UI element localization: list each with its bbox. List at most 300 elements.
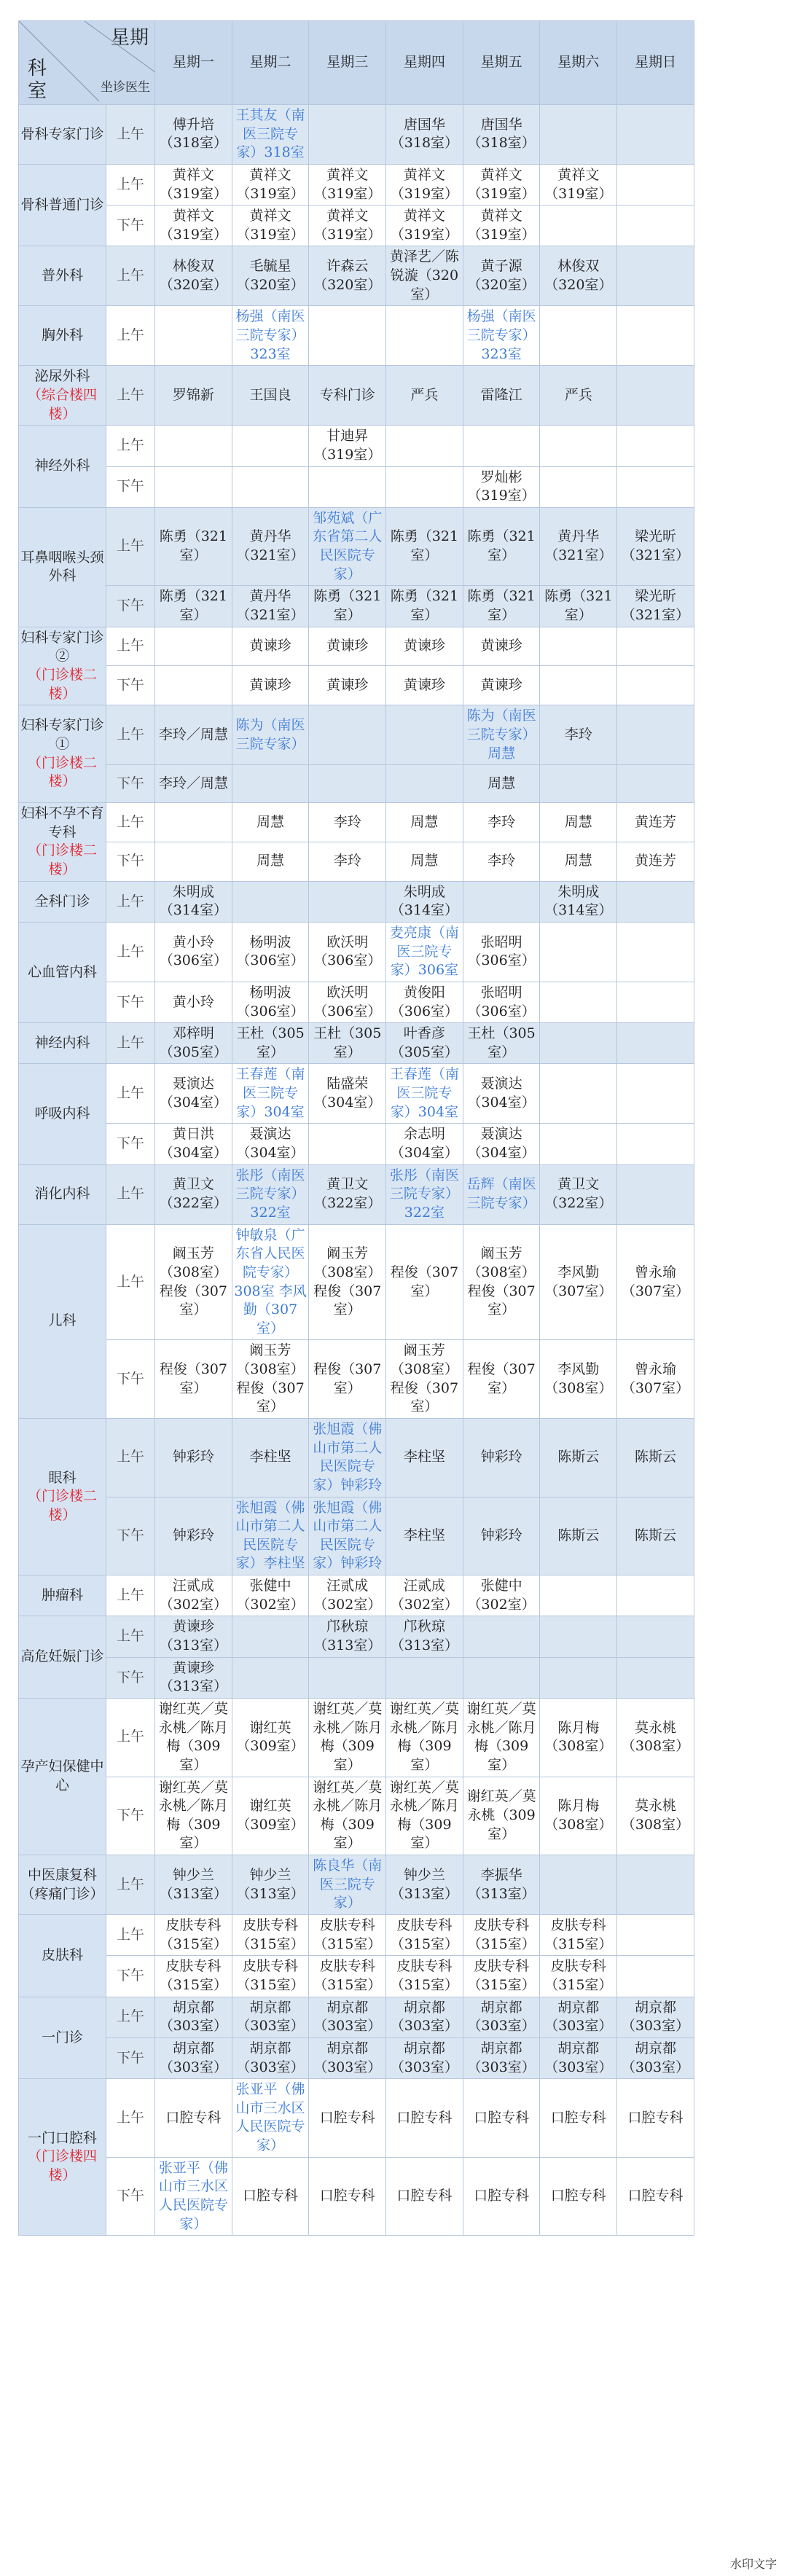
session-label: 上午 (106, 1915, 155, 1956)
department-name: 儿科 (48, 1312, 77, 1329)
schedule-cell (540, 105, 617, 165)
session-label: 上午 (106, 1997, 155, 2037)
schedule-cell (617, 1064, 694, 1124)
department-name-cell (19, 2079, 106, 2236)
schedule-cell: 张旭霞（佛山市第二人民医院专家）钟彩玲 (309, 1497, 386, 1575)
department-name-cell (19, 164, 106, 246)
department-name: 肿瘤科 (41, 1586, 83, 1603)
table-row (19, 765, 694, 803)
schedule-cell: 雷隆江 (463, 366, 540, 426)
schedule-cell (386, 426, 463, 466)
schedule-cell: 皮肤专科（315室） (309, 1915, 386, 1956)
schedule-cell: 谢红英（309室） (232, 1777, 309, 1855)
schedule-cell (540, 1124, 617, 1164)
session-label: 上午 (106, 1224, 155, 1340)
schedule-cell: 邹苑斌（广东省第二人民医院专家） (309, 507, 386, 586)
schedule-cell: 皮肤专科（315室） (540, 1915, 617, 1956)
schedule-cell: 王杜（305室） (463, 1023, 540, 1064)
schedule-cell: 程俊（307室） (463, 1340, 540, 1419)
schedule-cell: 周慧 (232, 842, 309, 881)
schedule-cell: 谢红英／莫永桃／陈月梅（309室） (386, 1698, 463, 1777)
schedule-cell (540, 666, 617, 705)
schedule-cell: 许森云（320室） (309, 246, 386, 306)
department-name-cell (19, 1915, 106, 1997)
session-label: 上午 (106, 1023, 155, 1064)
department-name-cell (19, 1698, 106, 1855)
schedule-cell: 黄祥文（319室） (386, 205, 463, 246)
department-name: 妇科专家门诊② (20, 629, 104, 665)
schedule-cell: 莫永桃（308室） (617, 1777, 694, 1855)
schedule-cell: 钟彩玲 (155, 1419, 232, 1498)
department-name-cell (19, 1224, 106, 1418)
day-header-wed: 星期三 (309, 21, 386, 105)
schedule-cell: 王春莲（南医三院专家）304室 (386, 1064, 463, 1124)
table-row (19, 666, 694, 705)
schedule-cell: 余志明（304室） (386, 1124, 463, 1164)
table-row (19, 507, 694, 586)
schedule-cell: 阚玉芳（308室）程俊（307室） (386, 1340, 463, 1419)
schedule-cell: 甘迪昇（319室） (309, 426, 386, 466)
table-row (19, 1164, 694, 1224)
schedule-cell (617, 627, 694, 666)
department-name: 耳鼻咽喉头颈外科 (20, 549, 104, 584)
schedule-cell: 张彤（南医三院专家）322室 (232, 1164, 309, 1224)
table-row (19, 1657, 694, 1698)
schedule-cell: 程俊（307室） (386, 1224, 463, 1340)
schedule-cell (155, 306, 232, 366)
session-label: 上午 (106, 105, 155, 165)
department-location: （门诊楼四楼） (27, 2148, 97, 2184)
session-label: 上午 (106, 803, 155, 842)
department-name-cell (19, 1997, 106, 2079)
schedule-cell (617, 922, 694, 982)
schedule-cell: 皮肤专科（315室） (309, 1956, 386, 1997)
department-name-cell (19, 1064, 106, 1164)
schedule-cell: 朱明成（314室） (540, 881, 617, 922)
schedule-cell (463, 1657, 540, 1698)
schedule-cell: 程俊（307室） (309, 1340, 386, 1419)
schedule-cell: 胡京都（303室） (463, 1997, 540, 2037)
schedule-cell (540, 1064, 617, 1124)
schedule-cell (232, 426, 309, 466)
schedule-cell: 李振华（313室） (463, 1855, 540, 1915)
session-label: 上午 (106, 1616, 155, 1657)
table-row (19, 246, 694, 306)
table-row (19, 105, 694, 165)
session-label: 上午 (106, 246, 155, 306)
schedule-cell: 陈为（南医三院专家） (232, 705, 309, 765)
schedule-cell (617, 881, 694, 922)
schedule-cell: 聂演达（304室） (463, 1064, 540, 1124)
session-label: 下午 (106, 1777, 155, 1855)
schedule-cell: 皮肤专科（315室） (463, 1956, 540, 1997)
day-header-fri: 星期五 (463, 21, 540, 105)
department-name: 骨科专家门诊 (20, 125, 104, 142)
session-label: 上午 (106, 627, 155, 666)
schedule-cell: 莫永桃（308室） (617, 1698, 694, 1777)
schedule-cell: 黄小玲 (155, 982, 232, 1022)
schedule-cell: 汪贰成（302室） (309, 1575, 386, 1616)
schedule-cell: 陈勇（321室） (309, 586, 386, 627)
schedule-cell (617, 705, 694, 765)
schedule-cell: 谢红英／莫永桃／陈月梅（309室） (309, 1698, 386, 1777)
schedule-cell: 王其友（南医三院专家）318室 (232, 105, 309, 165)
session-label: 下午 (106, 982, 155, 1022)
session-label: 下午 (106, 842, 155, 881)
schedule-cell: 李玲 (463, 803, 540, 842)
schedule-cell: 黄丹华（321室） (540, 507, 617, 586)
schedule-cell (540, 765, 617, 803)
schedule-cell: 陈勇（321室） (155, 586, 232, 627)
session-label: 下午 (106, 2037, 155, 2078)
session-label: 上午 (106, 366, 155, 426)
schedule-cell: 黄谏珍 (463, 627, 540, 666)
header-corner (19, 21, 155, 105)
schedule-cell: 黄连芳 (617, 842, 694, 881)
session-label: 下午 (106, 1497, 155, 1575)
schedule-cell: 谢红英／莫永桃／陈月梅（309室） (155, 1777, 232, 1855)
schedule-cell: 黄谏珍（313室） (155, 1616, 232, 1657)
schedule-cell: 口腔专科 (617, 2079, 694, 2158)
schedule-cell (309, 105, 386, 165)
schedule-cell: 罗锦新 (155, 366, 232, 426)
schedule-cell: 胡京都（303室） (155, 1997, 232, 2037)
department-name-cell (19, 705, 106, 803)
schedule-cell: 欧沃明（306室） (309, 922, 386, 982)
schedule-cell: 周慧 (386, 803, 463, 842)
schedule-cell: 陈勇（321室） (463, 586, 540, 627)
department-name-cell (19, 922, 106, 1022)
department-name: 皮肤科 (41, 1946, 83, 1963)
schedule-cell: 胡京都（303室） (540, 1997, 617, 2037)
session-label: 上午 (106, 164, 155, 205)
department-name-cell (19, 426, 106, 508)
table-row (19, 1997, 694, 2037)
schedule-cell: 谢红英／莫永桃／陈月梅（309室） (155, 1698, 232, 1777)
header-doctor-label: 坐诊医生 (101, 80, 150, 95)
department-name: 妇科专家门诊① (20, 717, 104, 753)
table-row (19, 466, 694, 507)
schedule-cell: 黄祥文（319室） (155, 164, 232, 205)
table-row (19, 842, 694, 881)
schedule-cell (540, 1023, 617, 1064)
schedule-cell (540, 627, 617, 666)
schedule-cell: 张昭明（306室） (463, 982, 540, 1022)
table-row (19, 2037, 694, 2078)
schedule-cell: 张旭霞（佛山市第二人民医院专家）钟彩玲 (309, 1419, 386, 1498)
schedule-cell: 口腔专科 (232, 2157, 309, 2236)
schedule-cell (617, 1915, 694, 1956)
schedule-cell: 口腔专科 (540, 2157, 617, 2236)
schedule-cell: 欧沃明（306室） (309, 982, 386, 1022)
schedule-cell: 阚玉芳（308室）程俊（307室） (232, 1340, 309, 1419)
schedule-cell: 黄卫文（322室） (155, 1164, 232, 1224)
schedule-cell: 麦亮康（南医三院专家）306室 (386, 922, 463, 982)
schedule-cell: 皮肤专科（315室） (386, 1915, 463, 1956)
schedule-cell: 黄祥文（319室） (540, 164, 617, 205)
schedule-cell: 黄祥文（319室） (155, 205, 232, 246)
table-row (19, 366, 694, 426)
schedule-cell: 杨强（南医三院专家）323室 (232, 306, 309, 366)
table-row (19, 1497, 694, 1575)
schedule-cell: 口腔专科 (155, 2079, 232, 2158)
schedule-cell: 王春莲（南医三院专家）304室 (232, 1064, 309, 1124)
schedule-cell: 李柱坚 (386, 1497, 463, 1575)
schedule-cell (309, 705, 386, 765)
table-row (19, 1340, 694, 1419)
schedule-cell (155, 803, 232, 842)
schedule-cell: 陈月梅（308室） (540, 1777, 617, 1855)
schedule-cell: 唐国华（318室） (463, 105, 540, 165)
schedule-cell: 陈勇（321室） (155, 507, 232, 586)
schedule-cell (155, 666, 232, 705)
schedule-cell: 陈勇（321室） (540, 586, 617, 627)
session-label: 下午 (106, 205, 155, 246)
schedule-cell (617, 1657, 694, 1698)
schedule-cell: 胡京都（303室） (386, 2037, 463, 2078)
table-row (19, 627, 694, 666)
schedule-cell: 傅升培（318室） (155, 105, 232, 165)
schedule-cell: 张彤（南医三院专家）322室 (386, 1164, 463, 1224)
schedule-cell (232, 1616, 309, 1657)
schedule-cell: 王杜（305室） (309, 1023, 386, 1064)
session-label: 上午 (106, 922, 155, 982)
table-row (19, 1575, 694, 1616)
department-name: 全科门诊 (34, 893, 90, 909)
schedule-cell: 黄祥文（319室） (463, 205, 540, 246)
schedule-cell: 张健中（302室） (463, 1575, 540, 1616)
schedule-cell: 张昭明（306室） (463, 922, 540, 982)
schedule-cell: 口腔专科 (309, 2157, 386, 2236)
department-name-cell (19, 507, 106, 627)
watermark-text: 水印文字 (729, 2557, 777, 2571)
schedule-cell (617, 765, 694, 803)
session-label: 下午 (106, 666, 155, 705)
schedule-cell: 陈斯云 (617, 1419, 694, 1498)
schedule-cell: 皮肤专科（315室） (155, 1956, 232, 1997)
schedule-cell: 黄谏珍 (309, 666, 386, 705)
schedule-cell (617, 426, 694, 466)
schedule-cell: 严兵 (540, 366, 617, 426)
schedule-cell: 周慧 (232, 803, 309, 842)
schedule-cell: 谢红英／莫永桃（309室） (463, 1777, 540, 1855)
schedule-cell: 黄谏珍 (463, 666, 540, 705)
schedule-cell: 严兵 (386, 366, 463, 426)
schedule-cell: 黄谏珍 (309, 627, 386, 666)
session-label: 下午 (106, 765, 155, 803)
table-row (19, 1698, 694, 1777)
schedule-cell: 邝秋琼（313室） (309, 1616, 386, 1657)
schedule-cell: 毛毓星（320室） (232, 246, 309, 306)
schedule-cell: 谢红英／莫永桃／陈月梅（309室） (309, 1777, 386, 1855)
schedule-cell: 胡京都（303室） (463, 2037, 540, 2078)
schedule-cell: 陈为（南医三院专家）周慧 (463, 705, 540, 765)
schedule-cell (617, 306, 694, 366)
schedule-cell: 黄谏珍 (232, 666, 309, 705)
schedule-cell: 黄祥文（319室） (463, 164, 540, 205)
schedule-cell (617, 1575, 694, 1616)
department-name: 呼吸内科 (34, 1105, 90, 1122)
table-row (19, 1616, 694, 1657)
header-row (19, 21, 694, 105)
department-name-cell (19, 881, 106, 922)
schedule-cell (155, 426, 232, 466)
schedule-cell: 李玲 (309, 842, 386, 881)
day-header-sat: 星期六 (540, 21, 617, 105)
schedule-cell (617, 1164, 694, 1224)
schedule-cell: 钟彩玲 (463, 1419, 540, 1498)
schedule-cell (617, 1023, 694, 1064)
session-label: 上午 (106, 1855, 155, 1915)
session-label: 上午 (106, 1164, 155, 1224)
table-row (19, 705, 694, 765)
schedule-cell: 聂演达（304室） (232, 1124, 309, 1164)
schedule-cell: 梁光昕（321室） (617, 586, 694, 627)
table-row (19, 306, 694, 366)
schedule-cell: 黄卫文（322室） (540, 1164, 617, 1224)
schedule-cell: 罗灿彬（319室） (463, 466, 540, 507)
department-name-cell (19, 803, 106, 882)
schedule-cell: 朱明成（314室） (386, 881, 463, 922)
schedule-cell: 黄日洪（304室） (155, 1124, 232, 1164)
schedule-cell (540, 922, 617, 982)
schedule-cell: 陈斯云 (540, 1497, 617, 1575)
schedule-cell: 周慧 (540, 803, 617, 842)
schedule-cell: 黄俊阳（306室） (386, 982, 463, 1022)
schedule-cell: 陈斯云 (540, 1419, 617, 1498)
department-name: 心血管内科 (27, 963, 97, 980)
schedule-cell (309, 466, 386, 507)
table-row (19, 803, 694, 842)
schedule-cell (155, 627, 232, 666)
department-name-cell (19, 1419, 106, 1575)
schedule-cell: 林俊双（320室） (540, 246, 617, 306)
schedule-cell: 李玲／周慧 (155, 705, 232, 765)
schedule-cell: 张旭霞（佛山市第二人民医院专家）李柱坚 (232, 1497, 309, 1575)
header-dept-label: 科室 (27, 58, 47, 103)
schedule-cell: 胡京都（303室） (309, 2037, 386, 2078)
department-name: 孕产妇保健中心 (20, 1758, 104, 1794)
schedule-cell (232, 881, 309, 922)
schedule-cell: 邓梓明（305室） (155, 1023, 232, 1064)
table-row (19, 1419, 694, 1498)
schedule-cell: 曾永瑜（307室） (617, 1340, 694, 1419)
department-name: 骨科普通门诊 (20, 196, 104, 213)
schedule-cell (386, 306, 463, 366)
department-name: 神经外科 (34, 458, 90, 474)
department-name-cell (19, 105, 106, 165)
schedule-cell: 黄谏珍（313室） (155, 1657, 232, 1698)
schedule-cell: 张亚平（佛山市三水区人民医院专家） (155, 2157, 232, 2236)
department-name-cell (19, 1023, 106, 1064)
schedule-cell (617, 205, 694, 246)
table-row (19, 1224, 694, 1340)
schedule-cell: 黄丹华（321室） (232, 507, 309, 586)
day-header-tue: 星期二 (232, 21, 309, 105)
department-name-cell (19, 1575, 106, 1616)
department-name: 眼科 (48, 1469, 77, 1486)
table-row (19, 205, 694, 246)
session-label: 上午 (106, 1419, 155, 1498)
schedule-cell: 周慧 (540, 842, 617, 881)
table-row (19, 982, 694, 1022)
department-name-cell (19, 306, 106, 366)
schedule-cell (463, 881, 540, 922)
table-row (19, 1855, 694, 1915)
schedule-cell (617, 666, 694, 705)
schedule-cell: 胡京都（303室） (232, 1997, 309, 2037)
schedule-cell: 黄泽艺／陈锐漩（320室） (386, 246, 463, 306)
schedule-cell: 胡京都（303室） (540, 2037, 617, 2078)
schedule-cell (617, 982, 694, 1022)
session-label: 下午 (106, 466, 155, 507)
schedule-cell: 皮肤专科（315室） (386, 1956, 463, 1997)
department-name: 一门口腔科 (27, 2129, 97, 2146)
schedule-cell: 钟少兰（313室） (155, 1855, 232, 1915)
schedule-cell (617, 1956, 694, 1997)
schedule-cell: 陈斯云 (617, 1497, 694, 1575)
schedule-cell: 黄祥文（319室） (386, 164, 463, 205)
schedule-cell: 黄谏珍 (232, 627, 309, 666)
table-row (19, 1023, 694, 1064)
schedule-cell (309, 1657, 386, 1698)
table-row (19, 164, 694, 205)
schedule-cell: 李风勤（308室） (540, 1340, 617, 1419)
schedule-cell (617, 246, 694, 306)
schedule-cell: 周慧 (386, 842, 463, 881)
schedule-cell: 李柱坚 (232, 1419, 309, 1498)
schedule-cell: 聂演达（304室） (463, 1124, 540, 1164)
schedule-cell: 皮肤专科（315室） (155, 1915, 232, 1956)
schedule-cell: 黄祥文（319室） (309, 164, 386, 205)
schedule-cell: 口腔专科 (463, 2157, 540, 2236)
session-label: 下午 (106, 586, 155, 627)
department-name-cell (19, 1164, 106, 1224)
schedule-cell: 钟彩玲 (155, 1497, 232, 1575)
department-location: （门诊楼二楼） (27, 754, 97, 790)
schedule-cell: 陈月梅（308室） (540, 1698, 617, 1777)
schedule-cell: 汪贰成（302室） (155, 1575, 232, 1616)
schedule-body (19, 105, 694, 2236)
schedule-cell: 皮肤专科（315室） (540, 1956, 617, 1997)
schedule-cell: 谢红英（309室） (232, 1698, 309, 1777)
department-name-cell (19, 246, 106, 306)
schedule-cell: 黄祥文（319室） (232, 164, 309, 205)
schedule-cell: 口腔专科 (617, 2157, 694, 2236)
schedule-cell: 黄谏珍 (386, 666, 463, 705)
schedule-cell (617, 105, 694, 165)
table-row (19, 1124, 694, 1164)
schedule-cell: 胡京都（303室） (232, 2037, 309, 2078)
table-row (19, 922, 694, 982)
schedule-cell (540, 1575, 617, 1616)
schedule-cell: 口腔专科 (386, 2157, 463, 2236)
schedule-cell: 梁光昕（321室） (617, 507, 694, 586)
schedule-cell: 阚玉芳（308室）程俊（307室） (463, 1224, 540, 1340)
department-name: 普外科 (41, 267, 83, 284)
schedule-cell: 杨明波（306室） (232, 922, 309, 982)
schedule-cell: 杨强（南医三院专家）323室 (463, 306, 540, 366)
schedule-cell: 唐国华（318室） (386, 105, 463, 165)
table-row (19, 2079, 694, 2158)
schedule-cell: 程俊（307室） (155, 1340, 232, 1419)
schedule-cell: 邝秋琼（313室） (386, 1616, 463, 1657)
schedule-cell: 钟彩玲 (463, 1497, 540, 1575)
schedule-cell: 陆盛荣（304室） (309, 1064, 386, 1124)
schedule-cell: 阚玉芳（308室）程俊（307室） (309, 1224, 386, 1340)
department-name: 神经内科 (34, 1035, 90, 1051)
schedule-cell (540, 205, 617, 246)
